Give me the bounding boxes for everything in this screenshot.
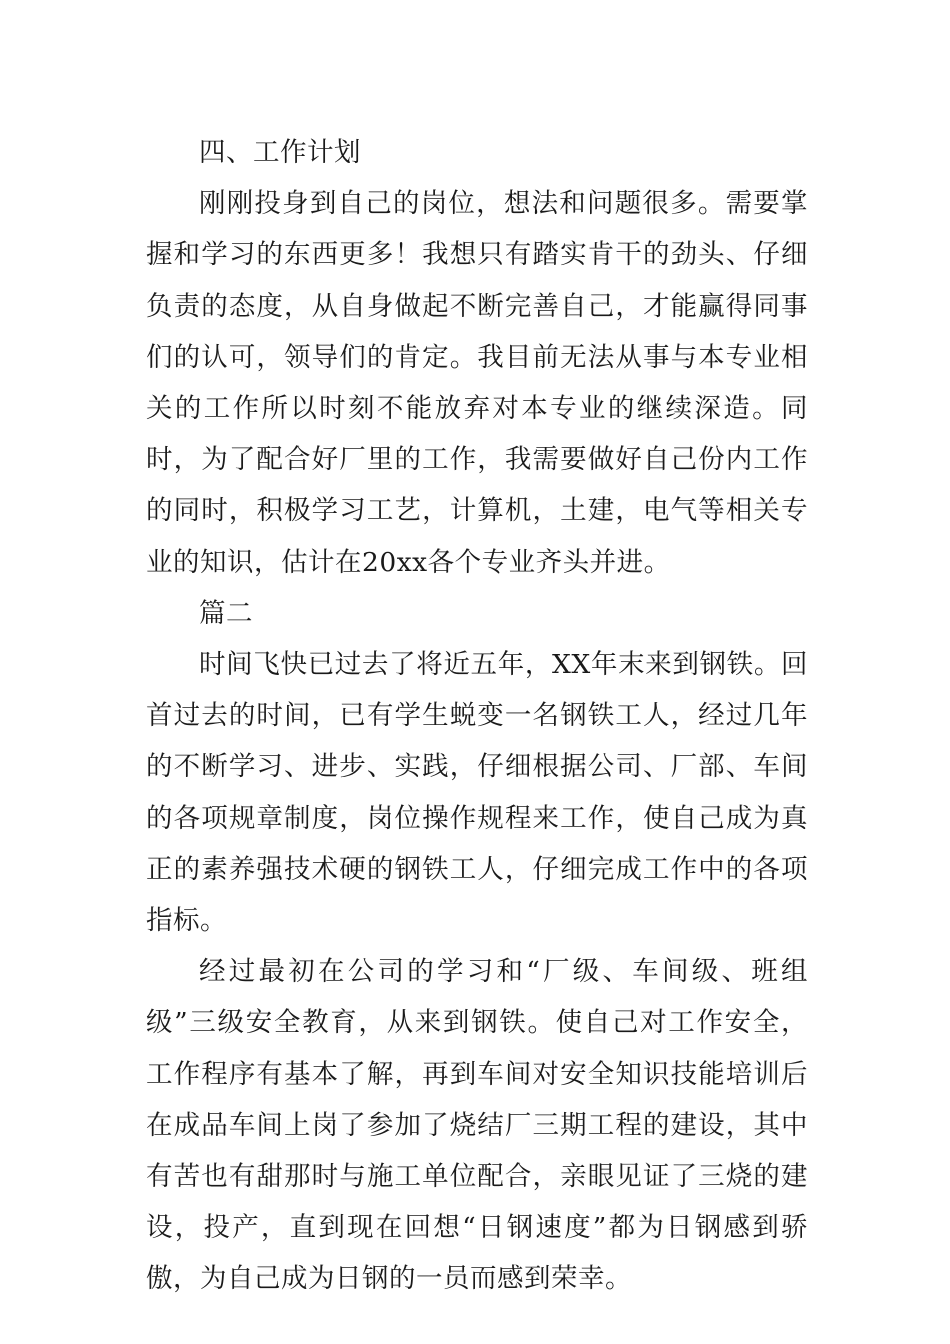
section-heading: 四、工作计划	[199, 137, 361, 168]
paragraph-five-years: 时间飞快已过去了将近五年，XX年末来到钢铁。回首过去的时间，已有学生蜕变一名钢铁工人，经过几年的不断学习、进步、实践，仔细根据公司、厂部、车间的各项规章制度，岗位操作规程来工作，使自己成为真正的素养强技术硬的钢铁工人，仔细完成工作中的各项指标。	[146, 649, 808, 937]
paragraph-safety-education: 经过最初在公司的学习和“厂级、车间级、班组级”三级安全教育，从来到钢铁。使自己对工作安全，工作程序有基本了解，再到车间对安全知识技能培训后在成品车间上岗了参加了烧结厂三期工程的建设，其中有苦也有甜那时与施工单位配合，亲眼见证了三烧的建设，投产，直到现在回想“日钢速度”都为日钢感到骄傲，为自己成为日钢的一员而感到荣幸。	[146, 956, 808, 1295]
document-body	[146, 127, 808, 1305]
paragraph-work-plan: 刚刚投身到自己的岗位，想法和问题很多。需要掌握和学习的东西更多！我想只有踏实肯干的劲头、仔细负责的态度，从自身做起不断完善自己，才能赢得同事们的认可，领导们的肯定。我目前无法从事与本专业相关的工作所以时刻不能放弃对本专业的继续深造。同时，为了配合好厂里的工作，我需要做好自己份内工作的同时，积极学习工艺，计算机，土建，电气等相关专业的知识，估计在20xx各个专业齐头并进。	[146, 188, 808, 578]
part-heading: 篇二	[199, 597, 253, 629]
